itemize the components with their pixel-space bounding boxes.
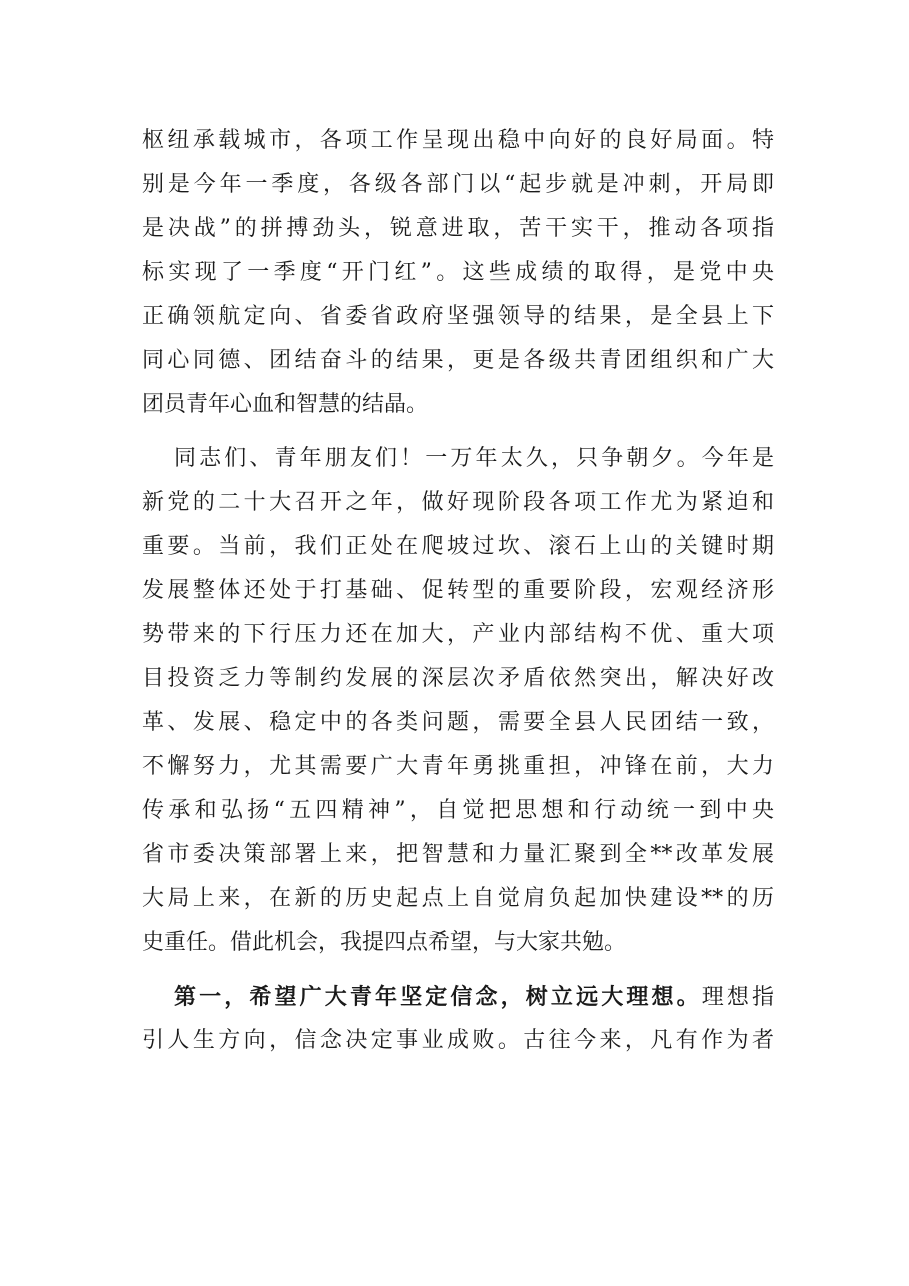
text-line: 革、发展、稳定中的各类问题，需要全县人民团结一致， xyxy=(142,710,774,735)
text-line xyxy=(142,975,774,1019)
text-line: 引人生方向，信念决定事业成败。古往今来，凡有作为者 xyxy=(142,1028,774,1053)
text-line: 是决战”的拼搏劲头，锐意进取，苦干实干，推动各项指 xyxy=(142,216,774,241)
text-line: 别是今年一季度，各级各部门以“起步就是冲刺，开局即 xyxy=(142,172,774,197)
paragraph-3 xyxy=(142,975,774,1063)
text-line: 省市委决策部署上来，把智慧和力量汇聚到全**改革发展 xyxy=(142,842,774,867)
text-line: 传承和弘扬“五四精神”，自觉把思想和行动统一到中央 xyxy=(142,798,774,823)
text-line: 同志们、青年朋友们！一万年太久，只争朝夕。今年是 xyxy=(174,446,774,471)
text-line: 枢纽承载城市，各项工作呈现出稳中向好的良好局面。特 xyxy=(142,128,774,153)
text-line: 不懈努力，尤其需要广大青年勇挑重担，冲锋在前，大力 xyxy=(142,754,774,779)
paragraph-1 xyxy=(142,119,774,427)
text-line: 正确领航定向、省委省政府坚强领导的结果，是全县上下 xyxy=(142,304,774,329)
paragraph-2 xyxy=(142,437,774,965)
text-line: 团员青年心血和智慧的结晶。 xyxy=(142,392,429,417)
text-line: 标实现了一季度“开门红”。这些成绩的取得，是党中央 xyxy=(142,260,774,285)
text-line: 史重任。借此机会，我提四点希望，与大家共勉。 xyxy=(142,930,627,955)
text-line: 发展整体还处于打基础、促转型的重要阶段，宏观经济形 xyxy=(142,578,774,603)
text-line: 大局上来，在新的历史起点上自觉肩负起加快建设**的历 xyxy=(142,886,774,911)
bold-heading-sentence: 第一，希望广大青年坚定信念，树立远大理想。 xyxy=(174,984,702,1010)
document-body xyxy=(142,119,774,1063)
text-line: 目投资乏力等制约发展的深层次矛盾依然突出，解决好改 xyxy=(142,666,774,691)
text-line: 新党的二十大召开之年，做好现阶段各项工作尤为紧迫和 xyxy=(142,490,774,515)
text-line: 重要。当前，我们正处在爬坡过坎、滚石上山的关键时期 xyxy=(142,534,774,559)
text-line: 同心同德、团结奋斗的结果，更是各级共青团组织和广大 xyxy=(142,348,774,373)
text-line: 势带来的下行压力还在加大，产业内部结构不优、重大项 xyxy=(142,622,774,647)
text-segment: 理想指 xyxy=(701,985,774,1010)
